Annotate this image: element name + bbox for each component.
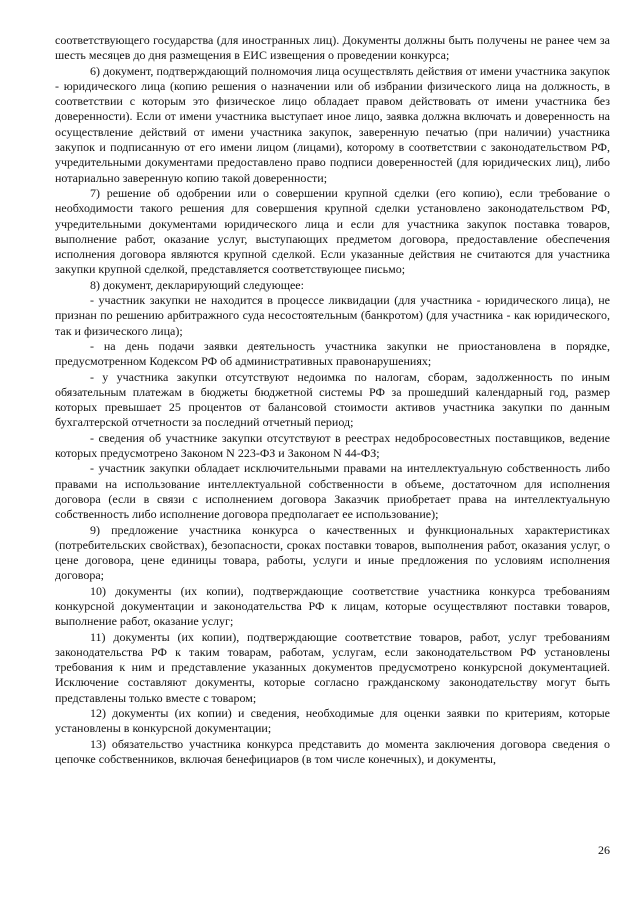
paragraph-item-12: 12) документы (их копии) и сведения, необходимые для оценки заявки по критериям, которые установлены в конкурсной документации;: [55, 706, 610, 736]
paragraph-item-10: 10) документы (их копии), подтверждающие соответствие участника конкурса требованиям конкурсной документации и законодательства РФ к лицам, которые осуществляют поставки товаров, выполнение работ, оказание услуг;: [55, 583, 610, 629]
declaration-registry: - сведения об участнике закупки отсутствуют в реестрах недобросовестных поставщиков, ведение которых предусмотрено Законом N 223-ФЗ и Законом N 44-ФЗ;: [55, 430, 610, 461]
paragraph-item-8: 8) документ, декларирующий следующее:: [90, 277, 304, 292]
paragraph-item-11: 11) документы (их копии), подтверждающие соответствие товаров, работ, услуг требованиям законодательства РФ к таким товарам, работам, услугам, если законодательством РФ установлены требования к ним и представление указанных документов предусмотрено конкурсной документацией. Исключение составляют документы, которые согласно гражданскому законодательству могут быть представлены только вместе с товаром;: [55, 629, 610, 705]
paragraph-item-6: 6) документ, подтверждающий полномочия лица осуществлять действия от имени участника закупок - юридического лица (копию решения о назначении или об избрании физического лица на должность, в соответствии с которым это физическое лицо обладает правом действовать от имени участника без доверенности). Если от имени участника выступает иное лицо, заявка должна включать и доверенность на осуществление действий от имени участника закупок, заверенную печатью (при наличии) участника закупок и подписанную от его имени лицом (лицами), которому в соответствии с законодательством РФ, учредительными документами предоставлено право подписи доверенностей (для юридических лиц), либо нотариально заверенную копию такой доверенности;: [55, 63, 610, 185]
paragraph-item-13: 13) обязательство участника конкурса представить до момента заключения договора сведения о цепочке собственников, включая бенефициаров (в том числе конечных), и документы,: [55, 736, 610, 766]
paragraph-item-9: 9) предложение участника конкурса о качественных и функциональных характеристиках (потребительских свойствах), безопасности, сроках поставки товаров, выполнения работ, оказания услуг, о цене договора, цене единицы товара, работы, услуги и иные предложения по условиям исполнения договора;: [55, 522, 610, 583]
declaration-intellectual-property: - участник закупки обладает исключительными правами на интеллектуальную собственность либо правами на использование интеллектуальной собственности в объеме, достаточном для исполнения договора (если в связи с исполнением договора Заказчик приобретает права на интеллектуальную собственность либо исполнение договора предполагает ее использование);: [55, 461, 610, 522]
declaration-suspension: - на день подачи заявки деятельность участника закупки не приостановлена в порядке, предусмотренном Кодексом РФ об административных правонарушениях;: [55, 338, 610, 369]
declaration-tax-arrears: - у участника закупки отсутствуют недоимка по налогам, сборам, задолженность по иным обязательным платежам в бюджеты бюджетной системы РФ за прошедший календарный год, размер которых превышает 25 процентов от балансовой стоимости активов участника закупки по данным бухгалтерской отчетности за последний отчетный период;: [55, 369, 610, 430]
paragraph-item-7: 7) решение об одобрении или о совершении крупной сделки (его копию), если требование о необходимости такого решения для совершения крупной сделки установлено законодательством РФ, учредительными документами юридического лица и если для участника закупок поставка товаров, выполнение работ, оказание услуг, выступающих предметом договора, предоставление обеспечения исполнения договора являются крупной сделкой. Если указанные действия не считаются для участника закупки крупной сделкой, представляется соответствующее письмо;: [55, 185, 610, 277]
document-page: [55, 33, 610, 767]
page-number: 26: [598, 843, 610, 857]
declaration-liquidation: - участник закупки не находится в процессе ликвидации (для участника - юридического лица), не признан по решению арбитражного суда несостоятельным (банкротом) (для участника - как юридического, так и физического лица);: [55, 293, 610, 338]
paragraph-continuation: соответствующего государства (для иностранных лиц). Документы должны быть получены не ранее чем за шесть месяцев до дня размещения в ЕИС извещения о проведении конкурса;: [55, 33, 610, 63]
